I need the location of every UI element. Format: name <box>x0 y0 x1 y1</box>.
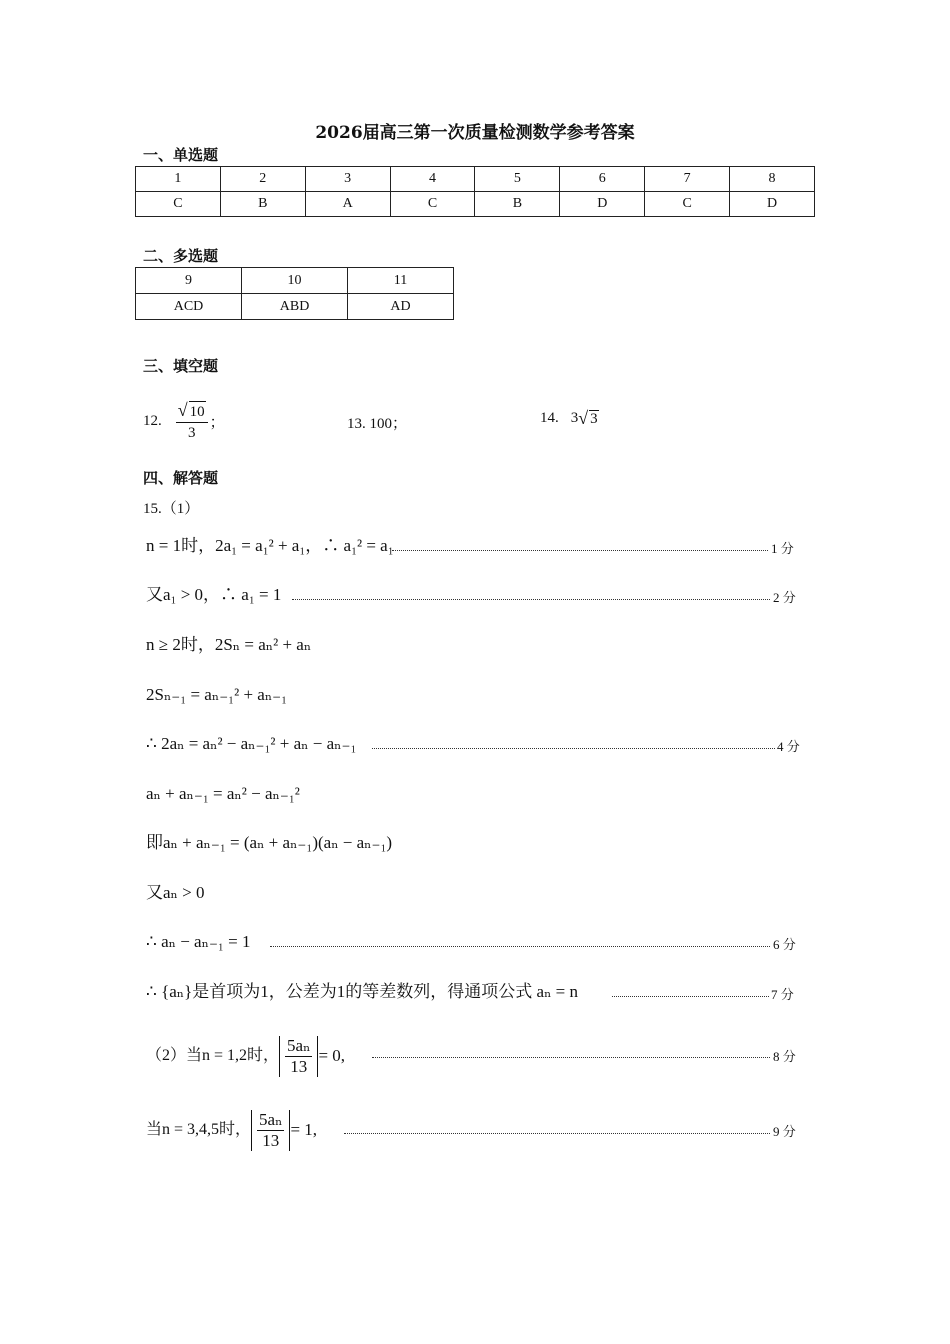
question-number: 6 <box>560 167 645 192</box>
table-row <box>136 268 454 294</box>
question-number: 4 <box>390 167 475 192</box>
answer-cell: C <box>136 192 221 217</box>
dot-leader <box>292 599 770 600</box>
question-number: 5 <box>475 167 560 192</box>
solution-line-part2b <box>146 1104 317 1156</box>
fraction-numerator: 5aₙ <box>287 1035 311 1055</box>
solution-line: ∴ 2aₙ = aₙ² − aₙ₋₁² + aₙ − aₙ₋₁ <box>146 734 357 753</box>
score-mark: 9 分 <box>773 1124 796 1139</box>
dot-leader <box>372 748 775 749</box>
fraction-numerator: 5aₙ <box>259 1109 283 1129</box>
question-15-part1: 15.（1） <box>143 501 200 517</box>
score-mark: 6 分 <box>773 937 796 952</box>
answer-cell: C <box>390 192 475 217</box>
condition-text: 当n = 3,4,5时， <box>146 1121 252 1138</box>
answer-cell: D <box>560 192 645 217</box>
answer-cell: AD <box>348 294 454 320</box>
section-fill-blank: 三、填空题 <box>143 357 219 375</box>
radicand: 3 <box>590 410 598 427</box>
radicand: 10 <box>189 401 206 422</box>
fraction <box>176 400 208 443</box>
answer-cell: B <box>220 192 305 217</box>
answer-14: 14. 3 √ 3 <box>540 408 598 428</box>
question-number: 2 <box>220 167 305 192</box>
question-number: 9 <box>136 268 242 294</box>
solution-line: ∴ {aₙ}是首项为1，公差为1的等差数列，得通项公式 aₙ = n <box>146 982 579 1001</box>
solution-line: n = 1时，2a₁ = a₁² + a₁，∴ a₁² = a₁ <box>146 536 394 555</box>
fraction-denominator: 13 <box>290 1056 308 1076</box>
dot-leader <box>270 946 770 947</box>
solution-line: 即aₙ + aₙ₋₁ = (aₙ + aₙ₋₁)(aₙ − aₙ₋₁) <box>146 833 393 852</box>
section-solutions: 四、解答题 <box>143 469 219 487</box>
answer-12 <box>143 396 225 446</box>
score-mark: 4 分 <box>777 739 800 754</box>
score-mark: 2 分 <box>773 590 796 605</box>
question-label: 14. <box>540 410 559 426</box>
table-row <box>136 192 815 217</box>
fraction-numerator: √ 10 <box>176 400 208 423</box>
solution-line: aₙ + aₙ₋₁ = aₙ² − aₙ₋₁² <box>146 784 300 803</box>
page-title: 2026届高三第一次质量检测数学参考答案 <box>315 123 635 143</box>
question-label: 12. <box>143 412 162 429</box>
floor-bracket <box>251 1110 290 1151</box>
result-text: = 1, <box>290 1120 318 1139</box>
table-row <box>136 294 454 320</box>
question-number: 7 <box>645 167 730 192</box>
condition-text: （2）当n = 1,2时， <box>146 1047 280 1064</box>
table-row <box>136 167 815 192</box>
multi-choice-table <box>135 267 454 320</box>
fraction-denominator: 13 <box>262 1130 280 1150</box>
fraction-denominator: 3 <box>187 424 196 441</box>
answer-cell: C <box>645 192 730 217</box>
solution-line: 2Sₙ₋₁ = aₙ₋₁² + aₙ₋₁ <box>146 685 288 704</box>
question-number: 10 <box>242 268 348 294</box>
dot-leader <box>344 1133 770 1134</box>
question-number: 11 <box>348 268 454 294</box>
answer-13: 13. 100； <box>347 416 408 432</box>
answer-cell: A <box>305 192 390 217</box>
solution-line-part2 <box>146 1030 345 1082</box>
solution-line: 又a₁ > 0，∴ a₁ = 1 <box>146 585 282 604</box>
score-mark: 7 分 <box>771 987 794 1002</box>
dot-leader <box>392 550 768 551</box>
floor-bracket <box>279 1036 318 1077</box>
question-number: 8 <box>730 167 815 192</box>
answer-cell: D <box>730 192 815 217</box>
dot-leader <box>612 996 769 997</box>
fraction <box>285 1036 312 1077</box>
dot-leader <box>372 1057 770 1058</box>
solution-line: ∴ aₙ − aₙ₋₁ = 1 <box>146 932 251 951</box>
question-number: 1 <box>136 167 221 192</box>
solution-line: 又aₙ > 0 <box>146 883 205 902</box>
separator: ； <box>209 414 225 431</box>
result-text: = 0, <box>318 1046 346 1065</box>
question-number: 3 <box>305 167 390 192</box>
coefficient: 3 <box>570 410 579 426</box>
score-mark: 1 分 <box>771 541 794 556</box>
answer-cell: ABD <box>242 294 348 320</box>
single-choice-table <box>135 166 815 217</box>
section-multi-choice: 二、多选题 <box>143 247 219 265</box>
solution-line: n ≥ 2时，2Sₙ = aₙ² + aₙ <box>146 635 312 654</box>
fraction <box>257 1110 284 1151</box>
answer-cell: B <box>475 192 560 217</box>
section-single-choice: 一、单选题 <box>143 146 219 164</box>
answer-cell: ACD <box>136 294 242 320</box>
score-mark: 8 分 <box>773 1049 796 1064</box>
